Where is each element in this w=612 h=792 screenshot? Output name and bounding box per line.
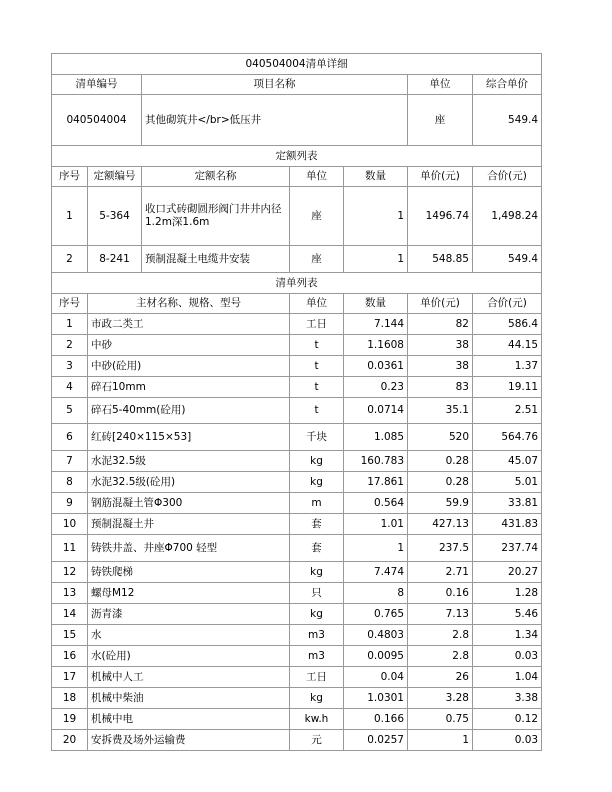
- list-seq: 2: [52, 335, 88, 356]
- quota-seq: 1: [52, 187, 88, 246]
- list-name: 机械中柴油: [88, 688, 290, 709]
- list-seq: 17: [52, 667, 88, 688]
- bill-detail-table: [51, 53, 542, 751]
- list-seq: 18: [52, 688, 88, 709]
- list-item: [52, 335, 542, 356]
- list-unit: m3: [290, 646, 344, 667]
- list-total: 44.15: [473, 335, 542, 356]
- list-total: 20.27: [473, 562, 542, 583]
- list-price: 35.1: [408, 398, 473, 424]
- list-unit: m: [290, 493, 344, 514]
- list-price: 26: [408, 667, 473, 688]
- quota-qty: 1: [344, 246, 408, 273]
- list-price: 83: [408, 377, 473, 398]
- list-item: [52, 730, 542, 751]
- list-qty: 1.085: [344, 424, 408, 451]
- list-name: 铸铁爬梯: [88, 562, 290, 583]
- list-price: 2.8: [408, 625, 473, 646]
- list-qty: 1.0301: [344, 688, 408, 709]
- list-name: 水(砼用): [88, 646, 290, 667]
- list-price: 0.16: [408, 583, 473, 604]
- list-section-title: 清单列表: [52, 273, 542, 294]
- list-total: 33.81: [473, 493, 542, 514]
- list-total: 1.34: [473, 625, 542, 646]
- list-total: 431.83: [473, 514, 542, 535]
- list-item: [52, 356, 542, 377]
- quota-row: [52, 187, 542, 246]
- list-name: 市政二类工: [88, 314, 290, 335]
- list-total: 564.76: [473, 424, 542, 451]
- list-unit: 套: [290, 535, 344, 562]
- quota-header-code: 定额编号: [88, 167, 142, 187]
- list-unit: m3: [290, 625, 344, 646]
- list-unit: 只: [290, 583, 344, 604]
- quota-name: 预制混凝土电缆井安装: [142, 246, 290, 273]
- list-name: 安拆费及场外运输费: [88, 730, 290, 751]
- list-seq: 12: [52, 562, 88, 583]
- list-name: 水: [88, 625, 290, 646]
- list-price: 0.75: [408, 709, 473, 730]
- quota-name: 收口式砖砌圆形阀门井井内径1.2m深1.6m: [142, 187, 290, 246]
- list-price: 520: [408, 424, 473, 451]
- list-header-unit: 单位: [290, 294, 344, 314]
- list-price: 7.13: [408, 604, 473, 625]
- quota-qty: 1: [344, 187, 408, 246]
- list-total: 5.46: [473, 604, 542, 625]
- list-qty: 0.0095: [344, 646, 408, 667]
- list-header-total: 合价(元): [473, 294, 542, 314]
- list-unit: kw.h: [290, 709, 344, 730]
- quota-section-title: 定额列表: [52, 146, 542, 167]
- list-price: 82: [408, 314, 473, 335]
- list-name: 红砖[240×115×53]: [88, 424, 290, 451]
- list-seq: 11: [52, 535, 88, 562]
- list-total: 586.4: [473, 314, 542, 335]
- list-qty: 0.04: [344, 667, 408, 688]
- list-seq: 1: [52, 314, 88, 335]
- list-item: [52, 562, 542, 583]
- list-seq: 13: [52, 583, 88, 604]
- quota-unit: 座: [290, 187, 344, 246]
- list-unit: kg: [290, 604, 344, 625]
- list-item: [52, 583, 542, 604]
- list-unit: 工日: [290, 667, 344, 688]
- list-item: [52, 314, 542, 335]
- list-qty: 0.4803: [344, 625, 408, 646]
- list-name: 沥青漆: [88, 604, 290, 625]
- list-seq: 6: [52, 424, 88, 451]
- list-unit: 套: [290, 514, 344, 535]
- quota-total: 549.4: [473, 246, 542, 273]
- list-item: [52, 472, 542, 493]
- item-name: 其他砌筑井</br>低压井: [142, 95, 408, 146]
- list-seq: 3: [52, 356, 88, 377]
- header-code: 清单编号: [52, 75, 142, 95]
- list-qty: 0.564: [344, 493, 408, 514]
- list-seq: 10: [52, 514, 88, 535]
- list-price: 2.71: [408, 562, 473, 583]
- list-price: 2.8: [408, 646, 473, 667]
- item-code: 040504004: [52, 95, 142, 146]
- list-unit: 元: [290, 730, 344, 751]
- list-qty: 0.23: [344, 377, 408, 398]
- list-seq: 19: [52, 709, 88, 730]
- quota-header-total: 合价(元): [473, 167, 542, 187]
- list-price: 1: [408, 730, 473, 751]
- list-qty: 1: [344, 535, 408, 562]
- quota-header-price: 单价(元): [408, 167, 473, 187]
- list-total: 3.38: [473, 688, 542, 709]
- list-price: 38: [408, 335, 473, 356]
- list-unit: kg: [290, 688, 344, 709]
- list-qty: 7.144: [344, 314, 408, 335]
- quota-header-name: 定额名称: [142, 167, 290, 187]
- list-qty: 7.474: [344, 562, 408, 583]
- quota-code: 5-364: [88, 187, 142, 246]
- list-item: [52, 377, 542, 398]
- item-unit: 座: [408, 95, 473, 146]
- list-total: 1.04: [473, 667, 542, 688]
- list-qty: 0.0714: [344, 398, 408, 424]
- list-unit: kg: [290, 562, 344, 583]
- list-price: 0.28: [408, 472, 473, 493]
- list-total: 237.74: [473, 535, 542, 562]
- list-price: 237.5: [408, 535, 473, 562]
- list-total: 0.03: [473, 730, 542, 751]
- list-unit: 工日: [290, 314, 344, 335]
- list-unit: t: [290, 356, 344, 377]
- list-total: 0.03: [473, 646, 542, 667]
- list-item: [52, 424, 542, 451]
- list-name: 机械中电: [88, 709, 290, 730]
- list-header-name: 主材名称、规格、型号: [88, 294, 290, 314]
- quota-header-seq: 序号: [52, 167, 88, 187]
- list-header-qty: 数量: [344, 294, 408, 314]
- list-item: [52, 688, 542, 709]
- list-name: 螺母M12: [88, 583, 290, 604]
- list-seq: 9: [52, 493, 88, 514]
- header-price: 综合单价: [473, 75, 542, 95]
- list-unit: 千块: [290, 424, 344, 451]
- list-item: [52, 646, 542, 667]
- list-name: 预制混凝土井: [88, 514, 290, 535]
- list-seq: 15: [52, 625, 88, 646]
- list-name: 中砂(砼用): [88, 356, 290, 377]
- quota-unit: 座: [290, 246, 344, 273]
- list-seq: 14: [52, 604, 88, 625]
- quota-code: 8-241: [88, 246, 142, 273]
- list-qty: 1.1608: [344, 335, 408, 356]
- list-seq: 7: [52, 451, 88, 472]
- list-price: 38: [408, 356, 473, 377]
- list-item: [52, 493, 542, 514]
- list-qty: 0.0257: [344, 730, 408, 751]
- list-total: 2.51: [473, 398, 542, 424]
- list-qty: 1.01: [344, 514, 408, 535]
- list-item: [52, 625, 542, 646]
- list-name: 铸铁井盖、井座Φ700 轻型: [88, 535, 290, 562]
- list-unit: t: [290, 335, 344, 356]
- list-total: 5.01: [473, 472, 542, 493]
- list-qty: 160.783: [344, 451, 408, 472]
- list-price: 427.13: [408, 514, 473, 535]
- list-item: [52, 667, 542, 688]
- quota-row: [52, 246, 542, 273]
- bill-detail-sheet: [51, 53, 541, 751]
- table-title: 040504004清单详细: [52, 54, 542, 75]
- list-qty: 0.765: [344, 604, 408, 625]
- list-total: 1.37: [473, 356, 542, 377]
- list-total: 0.12: [473, 709, 542, 730]
- list-header-seq: 序号: [52, 294, 88, 314]
- quota-total: 1,498.24: [473, 187, 542, 246]
- list-name: 中砂: [88, 335, 290, 356]
- quota-header-qty: 数量: [344, 167, 408, 187]
- list-unit: kg: [290, 451, 344, 472]
- list-qty: 0.0361: [344, 356, 408, 377]
- list-unit: t: [290, 377, 344, 398]
- list-item: [52, 398, 542, 424]
- list-qty: 17.861: [344, 472, 408, 493]
- list-header-price: 单价(元): [408, 294, 473, 314]
- list-price: 0.28: [408, 451, 473, 472]
- list-total: 19.11: [473, 377, 542, 398]
- list-qty: 0.166: [344, 709, 408, 730]
- list-seq: 20: [52, 730, 88, 751]
- list-item: [52, 604, 542, 625]
- list-seq: 5: [52, 398, 88, 424]
- list-name: 水泥32.5级(砼用): [88, 472, 290, 493]
- item-price: 549.4: [473, 95, 542, 146]
- list-seq: 4: [52, 377, 88, 398]
- list-item: [52, 535, 542, 562]
- list-price: 3.28: [408, 688, 473, 709]
- list-item: [52, 514, 542, 535]
- list-total: 1.28: [473, 583, 542, 604]
- quota-price: 1496.74: [408, 187, 473, 246]
- list-seq: 16: [52, 646, 88, 667]
- list-unit: t: [290, 398, 344, 424]
- list-name: 水泥32.5级: [88, 451, 290, 472]
- list-name: 钢筋混凝土管Φ300: [88, 493, 290, 514]
- header-unit: 单位: [408, 75, 473, 95]
- list-seq: 8: [52, 472, 88, 493]
- list-price: 59.9: [408, 493, 473, 514]
- list-name: 碎石10mm: [88, 377, 290, 398]
- list-name: 机械中人工: [88, 667, 290, 688]
- list-item: [52, 709, 542, 730]
- quota-header-unit: 单位: [290, 167, 344, 187]
- list-unit: kg: [290, 472, 344, 493]
- list-item: [52, 451, 542, 472]
- list-total: 45.07: [473, 451, 542, 472]
- quota-price: 548.85: [408, 246, 473, 273]
- quota-seq: 2: [52, 246, 88, 273]
- list-name: 碎石5-40mm(砼用): [88, 398, 290, 424]
- header-name: 项目名称: [142, 75, 408, 95]
- list-qty: 8: [344, 583, 408, 604]
